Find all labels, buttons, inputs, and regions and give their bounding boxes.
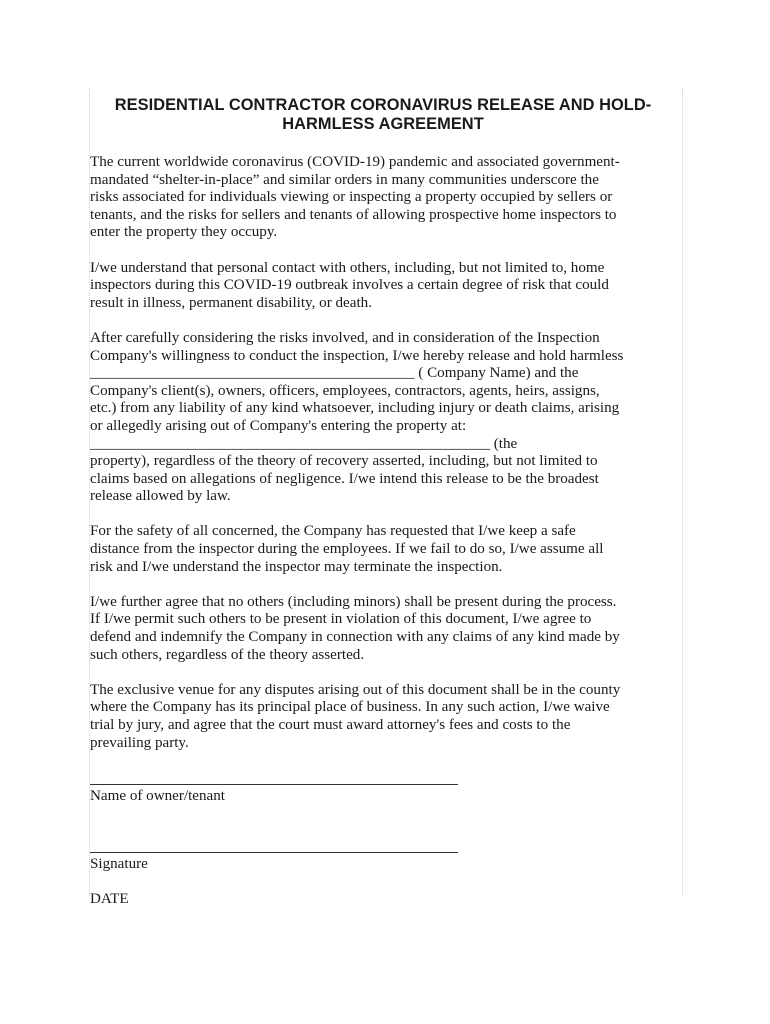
document-title xyxy=(90,96,690,134)
property-address-blank-line[interactable]: _____________________________________________________ (the xyxy=(90,435,518,452)
text-line: risks associated for individuals viewing or inspecting a property occupied by sellers or xyxy=(90,189,613,206)
paragraph-release xyxy=(90,330,690,506)
text-line: Company's client(s), owners, officers, employees, contractors, agents, heirs, assigns, xyxy=(90,382,600,399)
text-line: The exclusive venue for any disputes arising out of this document shall be in the county xyxy=(90,681,621,698)
text-line: For the safety of all concerned, the Company has requested that I/we keep a safe xyxy=(90,523,576,540)
name-signature-line[interactable] xyxy=(90,770,458,785)
text-line: result in illness, permanent disability, or death. xyxy=(90,294,372,311)
text-line: etc.) from any liability of any kind whatsoever, including injury or death claims, arising xyxy=(90,400,620,417)
text-line: defend and indemnify the Company in connection with any claims of any kind made by xyxy=(90,629,620,646)
text-line: The current worldwide coronavirus (COVID-19) pandemic and associated government- xyxy=(90,154,620,170)
text-line: I/we further agree that no others (including minors) shall be present during the process. xyxy=(90,593,617,610)
text-line: prevailing party. xyxy=(90,734,189,751)
text-line: claims based on allegations of negligence. I/we intend this release to be the broadest xyxy=(90,470,599,487)
text-line: where the Company has its principal place of business. In any such action, I/we waive xyxy=(90,699,610,716)
name-label: Name of owner/tenant xyxy=(90,787,225,804)
text-line: or allegedly arising out of Company's entering the property at: xyxy=(90,417,467,434)
company-name-blank-line[interactable]: ___________________________________________ ( Company Name) and the xyxy=(90,365,579,382)
text-line: release allowed by law. xyxy=(90,488,231,505)
signature-label: Signature xyxy=(90,856,148,873)
text-line: inspectors during this COVID-19 outbreak involves a certain degree of risk that could xyxy=(90,277,609,294)
paragraph-risk-acknowledgement xyxy=(90,260,690,313)
text-line: mandated “shelter-in-place” and similar orders in many communities underscore the xyxy=(90,171,599,188)
text-line: If I/we permit such others to be present in violation of this document, I/we agree to xyxy=(90,611,592,628)
text-line: trial by jury, and agree that the court must award attorney's fees and costs to the xyxy=(90,717,571,733)
text-line: property), regardless of the theory of recovery asserted, including, but not limited to xyxy=(90,453,598,470)
paragraph-venue xyxy=(90,682,690,752)
title-line-1: RESIDENTIAL CONTRACTOR CORONAVIRUS RELEASE AND HOLD- xyxy=(114,96,652,114)
title-line-2: HARMLESS AGREEMENT xyxy=(282,115,484,133)
text-line: such others, regardless of the theory asserted. xyxy=(90,646,365,663)
paragraph-pandemic-context xyxy=(90,154,690,242)
text-line: Company's willingness to conduct the inspection, I/we hereby release and hold harmless xyxy=(90,347,624,364)
text-line: tenants, and the risks for sellers and tenants of allowing prospective home inspectors to xyxy=(90,206,617,223)
text-line: distance from the inspector during the employees. If we fail to do so, I/we assume all xyxy=(90,541,604,558)
paragraph-safety-distance xyxy=(90,523,690,576)
text-line: enter the property they occupy. xyxy=(90,224,278,241)
date-label: DATE xyxy=(90,890,129,907)
signature-line[interactable] xyxy=(90,838,458,853)
text-line: risk and I/we understand the inspector may terminate the inspection. xyxy=(90,558,503,575)
text-line: After carefully considering the risks involved, and in consideration of the Inspection xyxy=(90,329,600,346)
signature-block xyxy=(90,770,690,909)
document-body xyxy=(90,96,690,909)
text-line: I/we understand that personal contact with others, including, but not limited to, home xyxy=(90,259,605,276)
paragraph-no-others-present xyxy=(90,594,690,664)
